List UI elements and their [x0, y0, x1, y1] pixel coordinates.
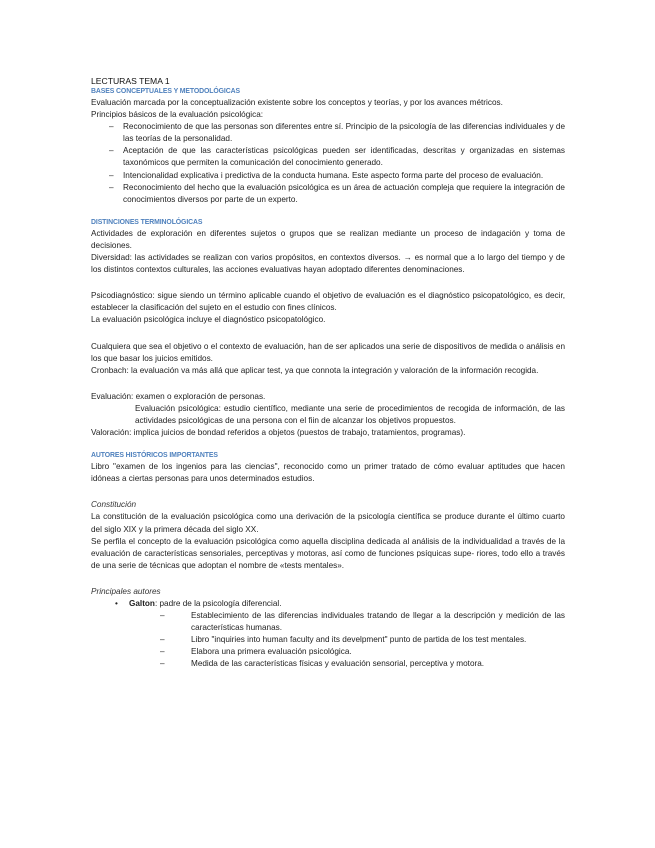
- list-item-text: Medida de las características físicas y evaluación sensorial, perceptiva y motora.: [191, 659, 485, 669]
- dash-marker: –: [109, 182, 114, 192]
- list-item: [91, 145, 565, 169]
- list-item: [159, 646, 565, 658]
- dash-marker: –: [109, 146, 114, 156]
- list-item: [91, 182, 565, 206]
- distinciones-p3: Psicodiagnóstico: sigue siendo un término aplicable cuando el objetivo de evaluación es el diagnóstico psicopatológico, es decir, establecer la clasificación del sujeto en el estudio con fines clínicos.: [91, 291, 565, 313]
- list-item-text: Libro "inquiries into human faculty and its develpment" punto de partida de los test mentales.: [191, 635, 527, 645]
- document-content: [91, 75, 565, 671]
- galton-sublist: [159, 610, 565, 670]
- dash-marker: –: [109, 122, 114, 132]
- constitucion-p1: La constitución de la evaluación psicológica como una derivación de la psicología científica se produce durante el último cuarto del siglo XIX y la primera década del siglo XX.: [91, 512, 565, 534]
- list-item-text: Reconocimiento del hecho que la evaluación psicológica es un área de actuación compleja que requiere la integración de conocimientos diversos por parte de un experto.: [123, 182, 565, 204]
- author-item-galton: [91, 598, 565, 671]
- heading-distinciones: DISTINCIONES TERMINOLÓGICAS: [91, 218, 203, 226]
- author-description: : padre de la psicología diferencial.: [154, 599, 282, 608]
- list-item-text: Elabora una primera evaluación psicológica.: [191, 647, 352, 657]
- document-title: LECTURAS TEMA 1: [91, 76, 170, 86]
- list-item: [91, 121, 565, 145]
- distinciones-p1: Actividades de exploración en diferentes sujetos o grupos que se realizan mediante un proceso de indagación y toma de decisiones.: [91, 228, 565, 250]
- distinciones-p2: Diversidad: las actividades se realizan con varios propósitos, en contextos diversos. → es normal que a lo largo del tiempo y de los distintos contextos culturales, las acciones evaluativas hayan adoptado diferentes denominaciones.: [91, 253, 565, 275]
- list-item: [159, 658, 565, 670]
- list-item: [159, 610, 565, 634]
- author-name: Galton: [129, 599, 155, 608]
- list-item-text: Establecimiento de las diferencias individuales tratando de llegar a la descripción y medición de las características humanas.: [191, 611, 565, 633]
- distinciones-p7: Evaluación: examen o exploración de personas.: [91, 391, 266, 401]
- list-item-text: Reconocimiento de que las personas son diferentes entre sí. Principio de la psicología de las diferencias individuales y de las teorías de la personalidad.: [123, 122, 565, 144]
- dash-marker: –: [160, 635, 165, 645]
- dash-marker: –: [160, 659, 165, 669]
- distinciones-p5: Cualquiera que sea el objetivo o el contexto de evaluación, han de ser aplicados una serie de dispositivos de medida o análisis en los que basar los juicios emitidos.: [91, 341, 565, 363]
- list-item: [159, 634, 565, 646]
- authors-list: [91, 598, 565, 671]
- list-item: [91, 170, 565, 182]
- heading-autores: AUTORES HISTÓRICOS IMPORTANTES: [91, 452, 218, 460]
- heading-bases: BASES CONCEPTUALES Y METODOLÓGICAS: [91, 88, 240, 95]
- distinciones-p4: La evaluación psicológica incluye el diagnóstico psicopatológico.: [91, 315, 326, 325]
- distinciones-p8: Evaluación psicológica: estudio científico, mediante una serie de procedimientos de recogida de información, de las actividades psicológicas de una persona con el fiin de alcanzar los objetivos propuestos.: [135, 403, 565, 425]
- constitucion-heading: Constitución: [91, 500, 137, 510]
- distinciones-p6: Cronbach: la evaluación va más allá que aplicar test, ya que connota la integración y valoración de la información recogida.: [91, 365, 539, 375]
- dash-marker: –: [160, 611, 165, 621]
- dash-marker: –: [109, 170, 114, 180]
- autores-p1: Libro "examen de los ingenios para las ciencias", reconocido como un primer tratado de cómo evaluar aptitudes que hacen idóneas a ciertas personas para unos determinados estudios.: [91, 462, 565, 484]
- list-item-text: Aceptación de que las características psicológicas pueden ser identificadas, descritas y organizadas en sistemas taxonómicos que permiten la comunicación del conocimiento generado.: [123, 146, 565, 168]
- dash-marker: –: [160, 647, 165, 657]
- bullet-marker: •: [115, 599, 118, 608]
- bases-intro: Evaluación marcada por la conceptualización existente sobre los conceptos y teorías, y por los avances métricos.: [91, 98, 503, 107]
- list-item-text: Intencionalidad explicativa i predictiva de la conducta humana. Este aspecto forma parte del proceso de evaluación.: [123, 170, 544, 180]
- principles-list: [91, 121, 565, 206]
- distinciones-p9: Valoración: implica juicios de bondad referidos a objetos (puestos de trabajo, tratamientos, programas).: [91, 428, 466, 438]
- principales-heading: Principales autores: [91, 586, 161, 596]
- constitucion-p2: Se perfila el concepto de la evaluación psicológica como aquella disciplina dedicada al análisis de la individualidad a través de la evaluación de características sensoriales, perceptivas y motoras, así como de funciones psíquicas supe- riores, todo ello a través de una serie de técnicas que adoptan el nombre de «tests mentales».: [91, 536, 565, 570]
- principles-label: Principios básicos de la evaluación psicológica:: [91, 110, 264, 120]
